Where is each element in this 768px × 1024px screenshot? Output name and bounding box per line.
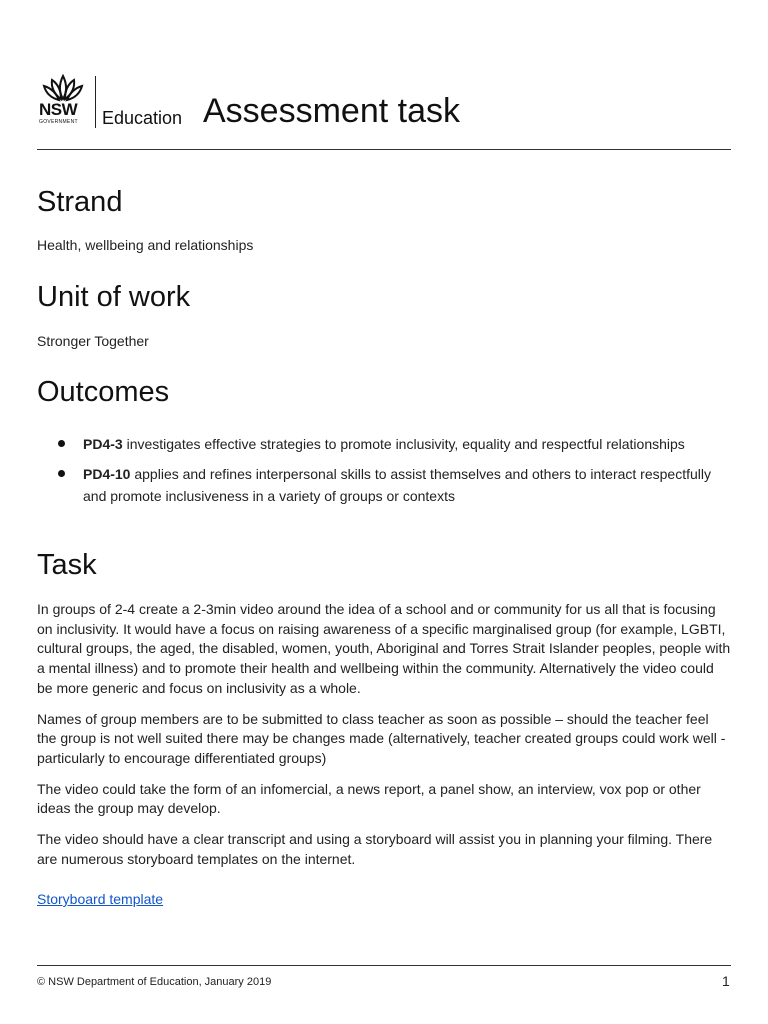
waratah-icon	[37, 72, 89, 102]
copyright-notice: © NSW Department of Education, January 2019	[37, 976, 272, 988]
task-paragraph: In groups of 2-4 create a 2-3min video around the idea of a school and or community for us all that is focusing on inclusivity. It would have a focus on raising awareness of a specific marginalised group (for example, LGBTI, cultural groups, the aged, the disabled, women, youth, Aboriginal and Torres Strait Islander peoples, people with a mental illness) and to promote their health and wellbeing within the community. Alternatively the video could be more generic and focus on inclusivity as a whole.	[37, 601, 731, 696]
task-paragraph: The video should have a clear transcript and using a storyboard will assist you in planning your filming. There are numerous storyboard templates on the internet.	[37, 831, 713, 867]
outcomes-list	[37, 433, 731, 515]
task-body	[37, 600, 731, 880]
unit-value: Stronger Together	[37, 333, 149, 349]
footer-divider	[37, 965, 731, 966]
outcome-text: investigates effective strategies to promote inclusivity, equality and respectful relationships	[122, 436, 685, 452]
task-paragraph: The video could take the form of an infomercial, a news report, a panel show, an interview, vox pop or other ideas the group may develop.	[37, 780, 701, 817]
document-header	[37, 70, 731, 150]
organisation-name: Education	[102, 108, 183, 128]
list-item	[37, 463, 731, 507]
bullet-icon	[58, 470, 65, 477]
page-title: Assessment task	[203, 92, 460, 130]
logo-government-label: GOVERNMENT	[39, 119, 78, 125]
storyboard-template-link[interactable]: Storyboard template	[37, 891, 164, 907]
page-number: 1	[722, 973, 730, 989]
header-divider	[37, 149, 731, 150]
outcome-text: applies and refines interpersonal skills to assist themselves and others to interact respectfully and promote inclusiveness in a variety of groups or contexts	[83, 466, 711, 504]
unit-heading: Unit of work	[37, 281, 191, 313]
outcome-code: PD4-10	[83, 466, 131, 482]
list-item	[37, 433, 731, 455]
strand-value: Health, wellbeing and relationships	[37, 237, 254, 253]
logo-word: NSW	[39, 100, 78, 119]
strand-heading: Strand	[37, 186, 123, 218]
task-paragraph: Names of group members are to be submitted to class teacher as soon as possible – should the teacher feel the group is not well suited there may be changes made (alternatively, teacher created groups could work well - particularly to encourage differentiated groups)	[37, 710, 726, 766]
outcomes-heading: Outcomes	[37, 376, 170, 408]
bullet-icon	[58, 440, 65, 447]
task-heading: Task	[37, 549, 97, 581]
logo-divider	[95, 76, 96, 128]
nsw-government-logo	[37, 72, 93, 130]
outcome-code: PD4-3	[83, 436, 123, 452]
